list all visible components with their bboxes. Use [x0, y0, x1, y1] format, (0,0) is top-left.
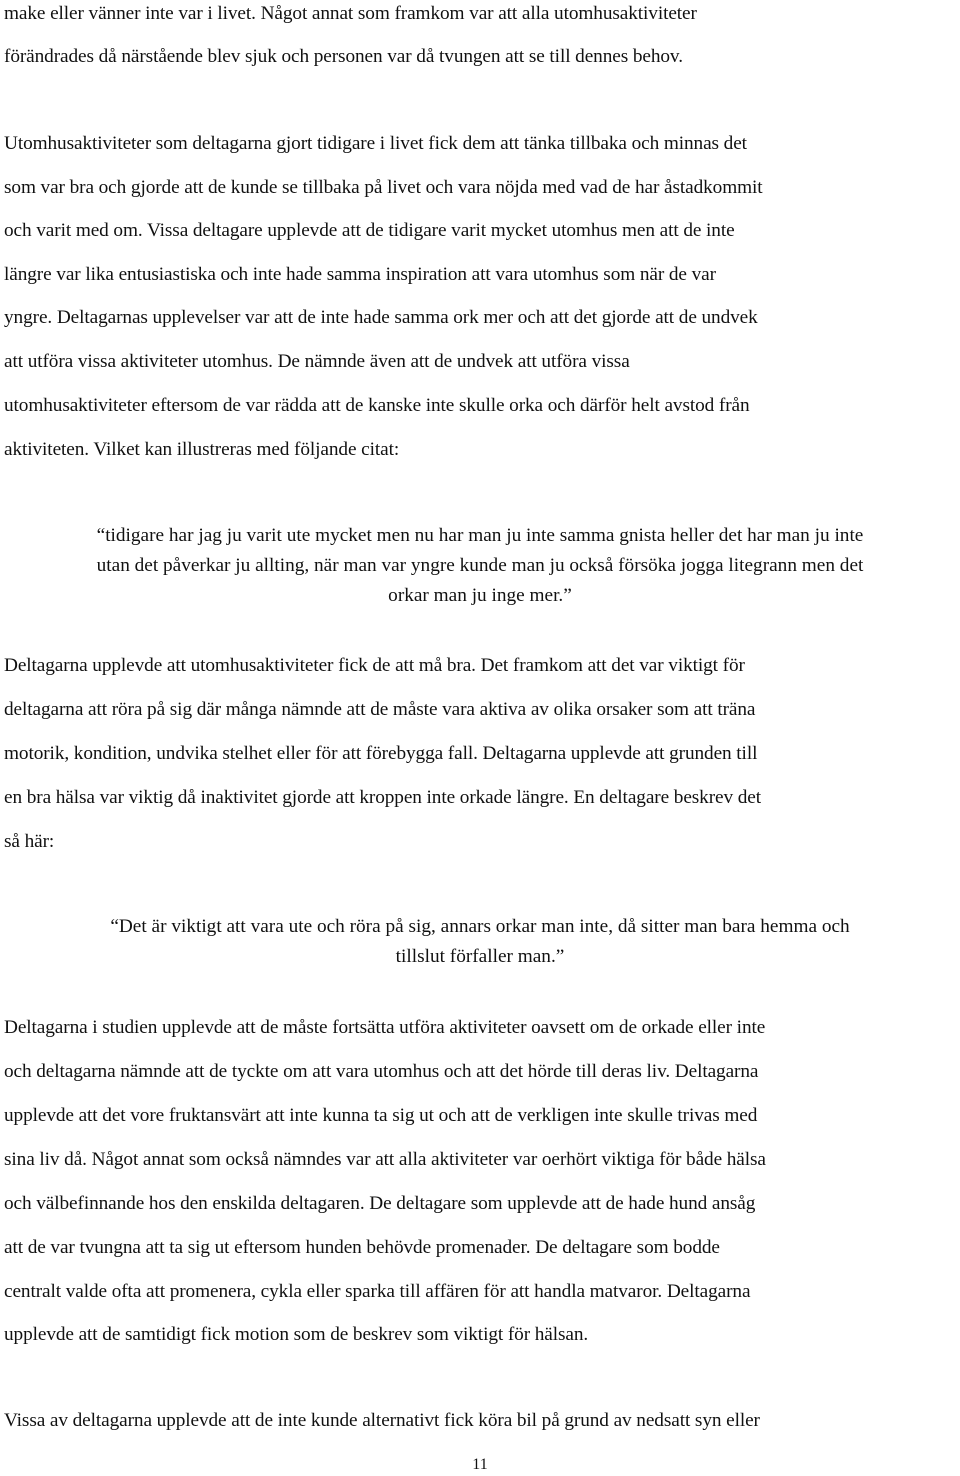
- body-text-line: och deltagarna nämnde att de tyckte om att vara utomhus och att det hörde till deras liv. Deltagarna: [4, 1061, 759, 1082]
- body-text-line: make eller vänner inte var i livet. Något annat som framkom var att alla utomhusaktiviteter: [4, 3, 697, 24]
- body-text-line: deltagarna att röra på sig där många nämnde att de måste vara aktiva av olika orsaker som att träna: [4, 699, 756, 720]
- body-text-line: att de var tvungna att ta sig ut eftersom hunden behövde promenader. De deltagare som bodde: [4, 1237, 720, 1258]
- block-quote-line: utan det påverkar ju allting, när man var yngre kunde man ju också försöka jogga litegrann men det: [96, 555, 864, 576]
- block-quote-line: “tidigare har jag ju varit ute mycket men nu har man ju inte samma gnista heller det har man ju inte: [96, 525, 864, 546]
- block-quote-line: “Det är viktigt att vara ute och röra på sig, annars orkar man inte, då sitter man bara hemma och: [110, 916, 850, 937]
- body-text-line: som var bra och gjorde att de kunde se tillbaka på livet och vara nöjda med vad de har åstadkommit: [4, 177, 763, 198]
- body-text-line: Deltagarna i studien upplevde att de måste fortsätta utföra aktiviteter oavsett om de orkade eller inte: [4, 1017, 766, 1038]
- body-text-line: Deltagarna upplevde att utomhusaktiviteter fick de att må bra. Det framkom att det var viktigt för: [4, 655, 745, 676]
- block-quote-line: tillslut förfaller man.”: [395, 946, 565, 967]
- body-text-line: sina liv då. Något annat som också nämndes var att alla aktiviteter var oerhört viktiga för både hälsa: [4, 1149, 766, 1170]
- page-number: 11: [472, 1456, 488, 1473]
- body-text-line: längre var lika entusiastiska och inte hade samma inspiration att vara utomhus som när de var: [4, 264, 716, 285]
- body-text-line: upplevde att det vore fruktansvärt att inte kunna ta sig ut och att de verkligen inte skulle trivas med: [4, 1105, 758, 1126]
- body-text-line: centralt valde ofta att promenera, cykla eller sparka till affären för att handla matvaror. Deltagarna: [4, 1281, 751, 1302]
- body-text-line: Vissa av deltagarna upplevde att de inte kunde alternativt fick köra bil på grund av nedsatt syn eller: [4, 1410, 760, 1431]
- body-text-line: upplevde att de samtidigt fick motion som de beskrev som viktigt för hälsan.: [4, 1324, 589, 1345]
- body-text-line: och välbefinnande hos den enskilda deltagaren. De deltagare som upplevde att de hade hund ansåg: [4, 1193, 756, 1214]
- body-text-line: en bra hälsa var viktig då inaktivitet gjorde att kroppen inte orkade längre. En deltagare beskrev det: [4, 787, 762, 808]
- block-quote-line: orkar man ju inge mer.”: [388, 585, 572, 606]
- body-text-line: och varit med om. Vissa deltagare upplevde att de tidigare varit mycket utomhus men att de inte: [4, 220, 735, 241]
- body-text-line: aktiviteten. Vilket kan illustreras med följande citat:: [4, 439, 400, 460]
- body-text-line: Utomhusaktiviteter som deltagarna gjort tidigare i livet fick dem att tänka tillbaka och minnas det: [4, 133, 747, 154]
- body-text-line: så här:: [4, 831, 55, 852]
- body-text-line: att utföra vissa aktiviteter utomhus. De nämnde även att de undvek att utföra vissa: [4, 351, 630, 372]
- body-text-line: motorik, kondition, undvika stelhet eller för att förebygga fall. Deltagarna upplevde att grunden till: [4, 743, 758, 764]
- body-text-line: förändrades då närstående blev sjuk och personen var då tvungen att se till dennes behov.: [4, 46, 683, 67]
- body-text-line: utomhusaktiviteter eftersom de var rädda att de kanske inte skulle orka och därför helt avstod från: [4, 395, 750, 416]
- body-text-line: yngre. Deltagarnas upplevelser var att de inte hade samma ork mer och att det gjorde att de undvek: [4, 307, 758, 328]
